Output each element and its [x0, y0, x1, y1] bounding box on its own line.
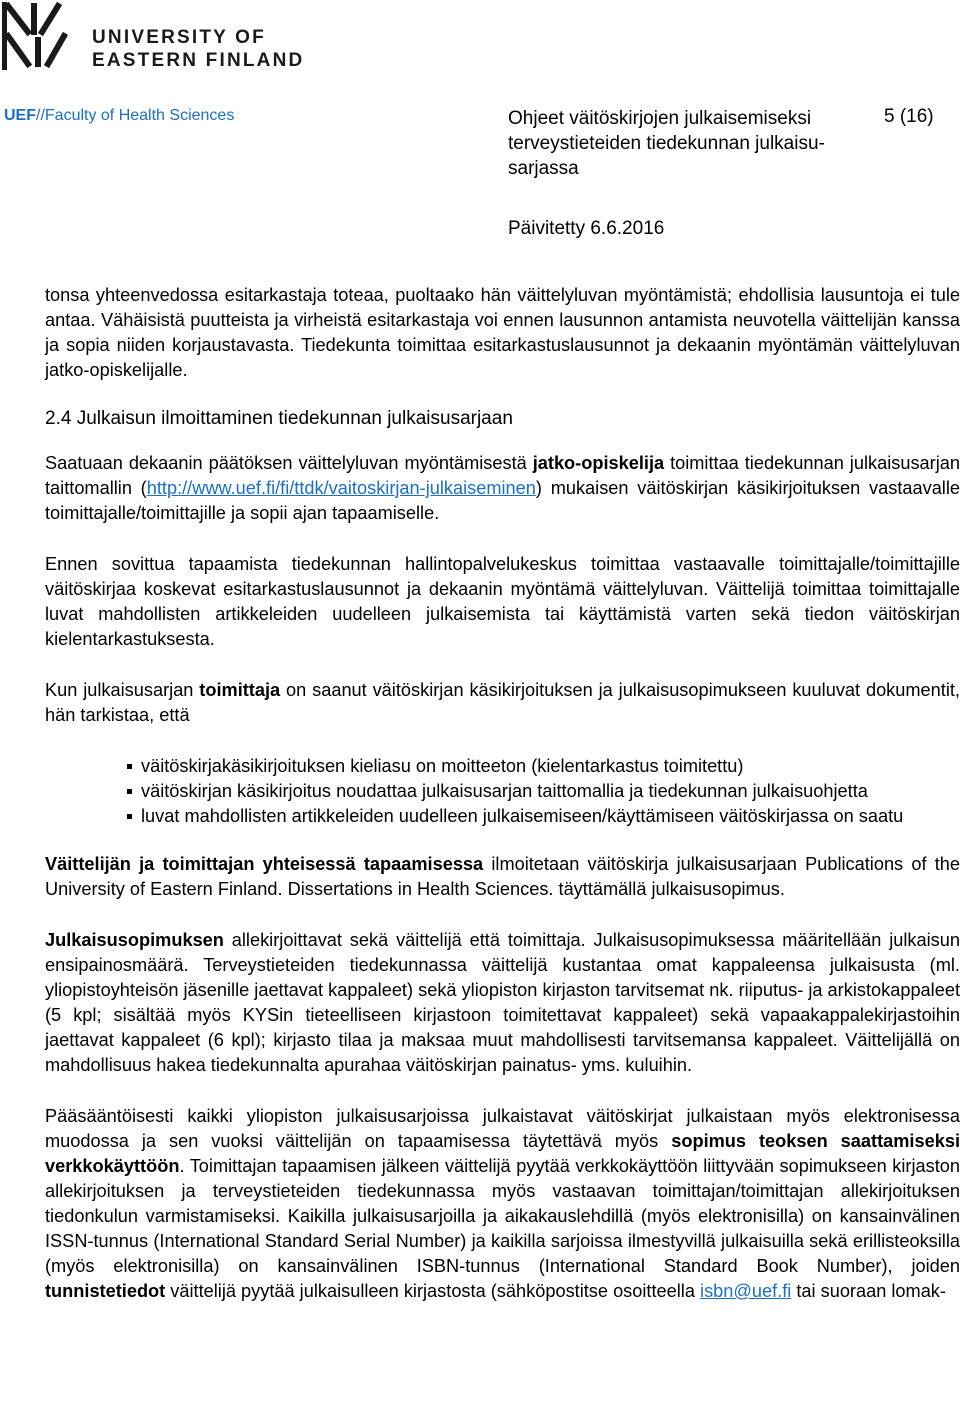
p7-bold-2: tunnistetiedot: [45, 1281, 166, 1301]
uef-label: UEF: [4, 107, 36, 124]
p5-text-b: ilmoitetaan väitöskirja julkaisusarjaan Publications of the University of Eastern Finland. Dissertations in Health Sciences. täyttämällä julkaisusopimus.: [45, 854, 960, 899]
list-item: väitöskirjakäsikirjoituksen kieliasu on moitteeton (kielentarkastus toimitettu): [127, 754, 959, 779]
checklist: [45, 754, 960, 829]
faculty-name: Faculty of Health Sciences: [44, 107, 235, 124]
email-link[interactable]: isbn@uef.fi: [700, 1281, 792, 1301]
faculty-header: [4, 107, 234, 125]
paragraph-5: [45, 852, 960, 902]
p5-bold: Väittelijän ja toimittajan yhteisessä tapaamisessa: [45, 854, 484, 874]
p2-text-a: Saatuaan dekaanin päätöksen väittelyluvan myöntämisestä: [45, 453, 533, 473]
university-logo: [0, 0, 305, 76]
p7-text-f: tai suoraan lomak-: [791, 1281, 946, 1301]
page-number: 5 (16): [884, 106, 934, 127]
list-item: luvat mahdollisten artikkeleiden uudelleen julkaisemiseen/käyttämiseen väitöskirjassa on saatu: [127, 804, 959, 829]
header-slashes: //: [36, 107, 45, 124]
p7-text-a: Pääsääntöisesti kaikki yliopiston julkaisusarjoissa julkaistavat väitöskirjat julkaistaan myös elektronisessa muodossa ja sen vuoksi väittelijän on tapaamisessa täytettävä myös: [45, 1106, 960, 1151]
paragraph-6: [45, 928, 960, 1078]
p2-text-c: toimittaa tiedekunnan julkaisusarjan taittomallin (: [45, 453, 960, 498]
document-body: [45, 283, 960, 1304]
university-name-line2: EASTERN FINLAND: [92, 50, 305, 71]
p7-text-e: väittelijä pyytää julkaisulleen kirjastosta (sähköpostitse osoitteella: [165, 1281, 701, 1301]
p2-text-d: ) mukaisen väitöskirjan käsikirjoituksen vastaavalle toimittajalle/toimittajille ja sopii ajan tapaamiselle.: [45, 478, 960, 523]
paragraph-4: [45, 678, 960, 728]
updated-date: Päivitetty 6.6.2016: [508, 218, 665, 239]
paragraph-3: Ennen sovittua tapaamista tiedekunnan hallintopalvelukeskus toimittaa vastaavalle toimittajalle/toimittajille väitöskirjaa koskevat esitarkastuslausunnot ja dekaanin myöntämä väittelyluvan. Väittelijä toimittaa toimittajalle luvat mahdollisten artikkeleiden uudelleen julkaisemista tai käyttämistä varten sekä tiedon väitöskirjan kielentarkastuksesta.: [45, 554, 960, 649]
university-name-line1: UNIVERSITY OF: [92, 27, 266, 48]
p7-text-c: . Toimittajan tapaamisen jälkeen väittelijä pyytää verkkokäyttöön liittyvään sopimukseen kirjaston allekirjoituksen ja terveystieteiden tiedekunnassa myös vastaavan toimittajan/toimittajan allekirjoituksen tiedonkulun varmistamiseksi. Kaikilla julkaisusarjoilla ja aikakauslehdillä (myös elektronisilla) on kansainvälinen ISSN-tunnus (International Standard Serial Number) ja kaikilla sarjoissa ilmestyvillä julkaisuilla sekä erillisteoksilla (myös elektronisilla) on kansainvälinen ISBN-tunnus (International Standard Book Number), joiden: [45, 1156, 960, 1276]
list-item: väitöskirjan käsikirjoitus noudattaa julkaisusarjan taittomallia ja tiedekunnan julkaisuohjetta: [127, 779, 959, 804]
p4-text-c: on saanut väitöskirjan käsikirjoituksen ja julkaisusopimukseen kuuluvat dokumentit, hän tarkistaa, että: [45, 680, 960, 725]
paragraph-2: [45, 451, 960, 526]
paragraph-7: [45, 1104, 960, 1304]
instructions-link[interactable]: http://www.uef.fi/fi/ttdk/vaitoskirjan-julkaiseminen: [146, 478, 536, 498]
p4-text-a: Kun julkaisusarjan: [45, 680, 200, 700]
p7-bold-1: sopimus teoksen saattamiseksi verkkokäyttöön: [45, 1131, 960, 1176]
p4-bold: toimittaja: [199, 680, 281, 700]
paragraph-1: tonsa yhteenvedossa esitarkastaja toteaa, puoltaako hän väittelyluvan myöntämistä; ehdollisia lausuntoja ei tule antaa. Vähäisistä puutteista ja virheistä esitarkastaja voi ennen lausunnon antamista neuvotella väittelijän kanssa ja sopia niiden korjaustavasta. Tiedekunta toimittaa esitarkastuslausunnot ja dekaanin myöntämän väittelyluvan jatko-opiskelijalle.: [45, 285, 960, 380]
section-heading: 2.4 Julkaisun ilmoittaminen tiedekunnan julkaisusarjaan: [45, 408, 513, 429]
p2-bold: jatko-opiskelija: [532, 453, 665, 473]
uef-tree-logo-icon: [2, 2, 80, 70]
p6-bold: Julkaisusopimuksen: [45, 930, 224, 950]
p6-text-b: allekirjoittavat sekä väittelijä että toimittaja. Julkaisusopimuksessa määritellään julkaisun ensipainosmäärä. Terveystieteiden tiedekunnassa väittelijä kustantaa omat kappaleensa julkaisusta (ml. yliopistoyhteisön jäsenille jaettavat kappaleet) sekä yliopiston kirjaston tarvitsemat nk. riiputus- ja arkistokappaleet (5 kpl; sisältää myös KYSin tieteelliseen kirjastoon toimitettavat kappaleet) sekä vapaakappalekirjastoihin jaettavat kappaleet (6 kpl); kirjasto tilaa ja maksaa muut mahdollisesti tarvitsemansa kappaleet. Väittelijällä on mahdollisuus hakea tiedekunnalta apurahaa väitöskirjan painatus- yms. kuluihin.: [45, 930, 960, 1075]
document-title: Ohjeet väitöskirjojen julkaisemiseksi terveystieteiden tiedekunnan julkaisu- sarjassa: [508, 108, 825, 179]
